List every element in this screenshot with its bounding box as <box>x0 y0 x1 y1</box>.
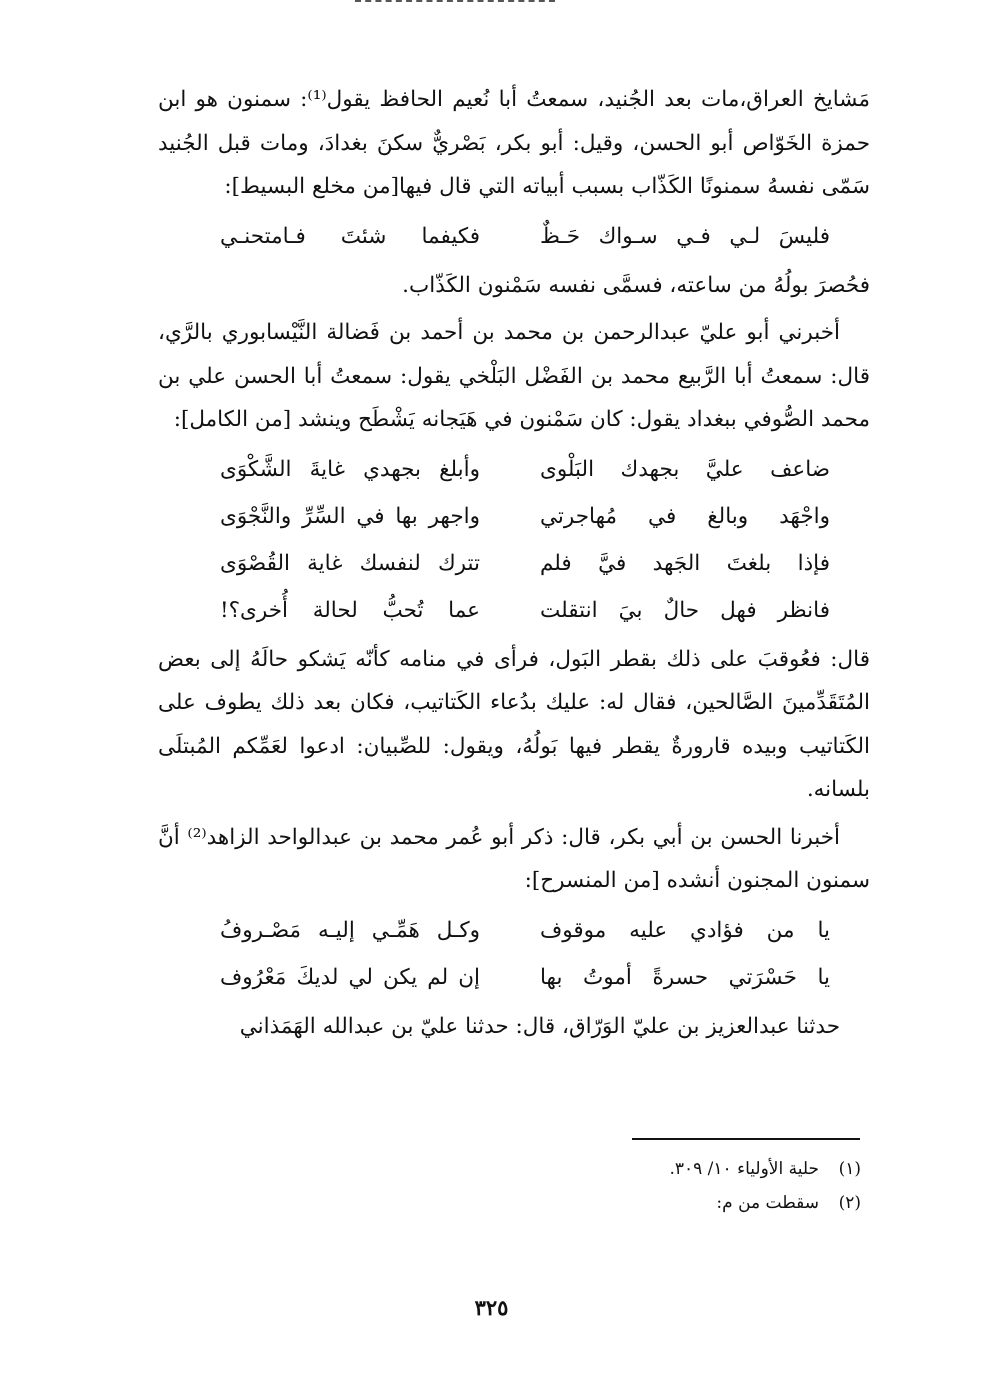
verse-second-hemistich: إن لم يكن لي لديكَ مَعْرُوف <box>220 964 480 990</box>
verse-line-1 <box>158 213 870 260</box>
paragraph-6: حدثنا عبدالعزيز بن عليّ الوَرّاق، قال: حدثنا عليّ بن عبدالله الهَمَذاني <box>239 1013 840 1039</box>
paragraph-3: أخبرني أبو عليّ عبدالرحمن بن محمد بن أحمد بن فَضالة النَّيْسابوري بالرَّي، قال: سمعتُ أبا الرَّبيع محمد بن الفَضْل البَلْخي يقول: سمعتُ أبا الحسن علي بن محمد الصُّوفي ببغداد يقول: كان سَمْنون في هَيَجانه يَشْطَح وينشد [من الكامل]: <box>158 320 870 432</box>
verse-second-hemistich: وكـل هَمِّـي إليـه مَصْـروفُ <box>220 917 480 943</box>
footnote-number: (١) <box>838 1159 861 1179</box>
footnotes <box>261 1152 861 1220</box>
verse-line <box>158 907 870 954</box>
verse-line <box>158 446 870 493</box>
verse-second-hemistich: واجهر بها في السِّرِّ والنَّجْوَى <box>220 503 480 529</box>
verse-first-hemistich: فإذا بلغتَ الجَهد فيَّ فلم <box>540 550 830 576</box>
footnote-number: (٢) <box>838 1193 861 1213</box>
footnote-text: حلية الأولياء ١٠/ ٣٠٩. <box>669 1159 819 1179</box>
verse-first-hemistich: يا من فؤادي عليه موقوف <box>540 917 830 943</box>
footnote-divider <box>632 1138 860 1140</box>
header-rule <box>355 0 555 5</box>
verse-group-1 <box>158 213 870 260</box>
page-number: ٣٢٥ <box>474 1295 509 1320</box>
verse-group-2 <box>158 446 870 634</box>
paragraph-1: مَشايخ العراق،مات بعد الجُنيد، سمعتُ أبا نُعيم الحافظ يقول⁽¹⁾: سمنون هو ابن حمزة الخَوّاص أبو الحسن، وقيل: أبو بكر، بَصْريٌّ سكنَ بغدادَ، ومات قبل الجُنيد سَمّى نفسهُ سمنونًا الكَذّاب بسبب أبياته التي قال فيها[من مخلع البسيط]: <box>158 87 870 199</box>
verse-first-hemistich: فليسَ لـي فـي سـواك حَـظٌ <box>540 223 830 249</box>
verse-first-hemistich: واجْهَد وبالغ في مُهاجرتي <box>540 503 830 529</box>
verse-second-hemistich: عما تُحبُّ لحالة أُخرى؟! <box>220 597 480 623</box>
footnote-item <box>261 1186 861 1220</box>
footnote-text: سقطت من م: <box>716 1193 819 1213</box>
footnote-item <box>261 1152 861 1186</box>
verse-first-hemistich: فانظر فهل حالٌ بيَ انتقلت <box>540 597 830 623</box>
paragraph-5: أخبرنا الحسن بن أبي بكر، قال: ذكر أبو عُمر محمد بن عبدالواحد الزاهد⁽²⁾ أنَّ سمنون المجنون أنشده [من المنسرح]: <box>158 824 870 893</box>
verse-first-hemistich: يا حَسْرَتي حسرةً أموتُ بها <box>540 964 830 990</box>
verse-first-hemistich: ضاعف عليَّ بجهدك البَلْوى <box>540 456 830 482</box>
verse-line <box>158 493 870 540</box>
verse-line <box>158 587 870 634</box>
verse-line <box>158 954 870 1001</box>
paragraph-4: قال: فعُوقبَ على ذلك بقطر البَول، فرأى في منامه كأنّه يَشكو حالَهُ إلى بعض المُتَقَدِّمينَ الصَّالحين، فقال له: عليك بدُعاء الكَتاتيب، فكان بعد ذلك يطوف على الكَتاتيب وبيده قارورةٌ يقطر فيها بَولُهُ، ويقول: للصِّبيان: ادعوا لعَمِّكم المُبتلَى بلسانه. <box>158 646 870 802</box>
verse-second-hemistich: فكيفما شئتَ فـامتحنـي <box>220 223 480 249</box>
verse-second-hemistich: تترك لنفسك غاية القُصْوَى <box>220 550 480 576</box>
verse-line <box>158 540 870 587</box>
page-body <box>158 78 870 1048</box>
paragraph-2: فحُصرَ بولُهُ من ساعته، فسمَّى نفسه سَمْنون الكَذّاب. <box>402 272 870 298</box>
verse-group-3 <box>158 907 870 1001</box>
verse-second-hemistich: وأبلغ بجهدي غايةَ الشَّكْوَى <box>220 456 480 482</box>
